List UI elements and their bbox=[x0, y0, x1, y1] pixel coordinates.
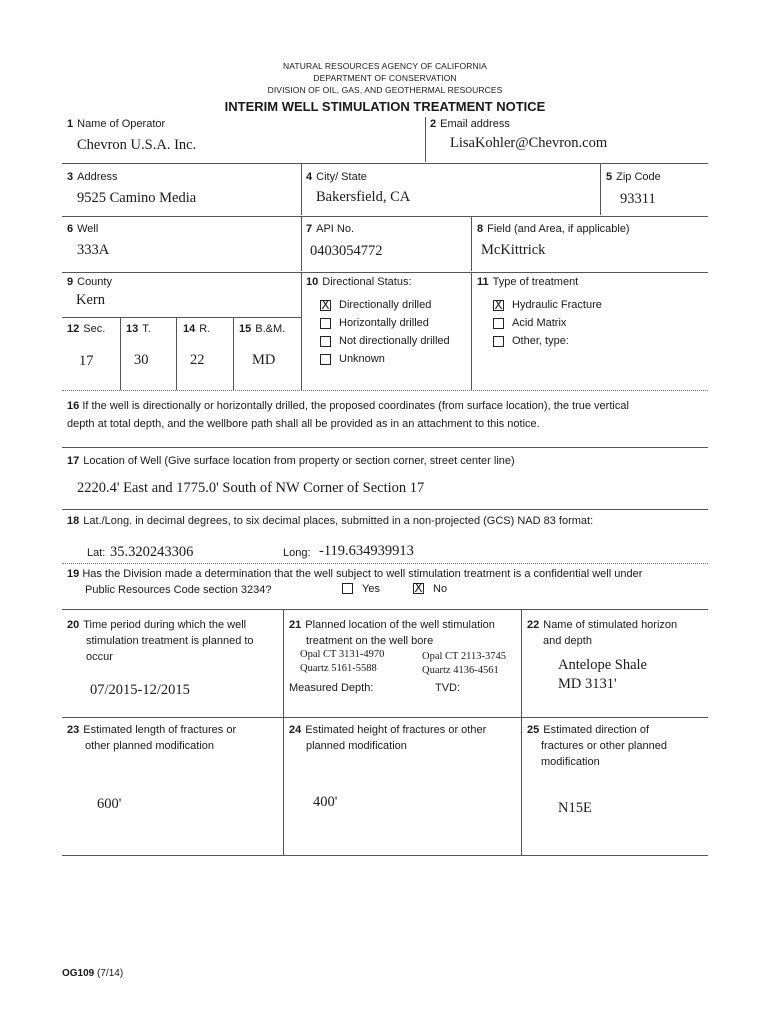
range-value[interactable]: 22 bbox=[190, 352, 205, 368]
city-state-label: 4 City/ State bbox=[306, 171, 367, 183]
horizon-depth-value[interactable]: MD 3131' bbox=[558, 676, 617, 692]
sec-label: 12 Sec. bbox=[67, 323, 106, 335]
range-label: 14 R. bbox=[183, 323, 211, 335]
lat-long-label: 18 Lat./Long. in decimal degrees, to six decimal places, submitted in a non-projected (GCS) NAD 83 format: bbox=[67, 515, 594, 527]
sec-value[interactable]: 17 bbox=[79, 353, 94, 369]
directionally-drilled-option: Directionally drilled bbox=[339, 299, 432, 311]
agency-line: NATURAL RESOURCES AGENCY OF CALIFORNIA bbox=[283, 61, 487, 71]
field-16-line-1: 16 If the well is directionally or horizontally drilled, the proposed coordinates (from surface location), the true vertical bbox=[67, 400, 629, 412]
directional-status-label: 10 Directional Status: bbox=[306, 276, 412, 288]
planned-location-label-2: treatment on the well bore bbox=[306, 635, 434, 647]
fracture-direction-label-2: fractures or other planned bbox=[541, 740, 667, 752]
treatment-type-label: 11 Type of treatment bbox=[477, 276, 579, 288]
zip-value[interactable]: 93311 bbox=[620, 191, 656, 207]
api-label: 7 API No. bbox=[306, 223, 355, 235]
bm-value[interactable]: MD bbox=[252, 352, 276, 368]
email-value[interactable]: LisaKohler@Chevron.com bbox=[450, 135, 608, 151]
hydraulic-fracture-checkbox[interactable]: X bbox=[494, 298, 503, 312]
county-value[interactable]: Kern bbox=[76, 292, 105, 308]
acid-matrix-checkbox[interactable] bbox=[493, 318, 504, 329]
email-label: 2 Email address bbox=[430, 118, 510, 130]
zip-label: 5 Zip Code bbox=[606, 171, 661, 183]
field-label: 8 Field (and Area, if applicable) bbox=[477, 223, 630, 235]
form-title: INTERIM WELL STIMULATION TREATMENT NOTICE bbox=[224, 99, 546, 114]
long-value[interactable]: -119.634939913 bbox=[319, 543, 414, 559]
lat-label: Lat: bbox=[87, 547, 106, 559]
planned-tvd-interval-1[interactable]: Opal CT 2113-3745 bbox=[422, 651, 506, 662]
division-line: DIVISION OF OIL, GAS, AND GEOTHERMAL RESOURCES bbox=[267, 85, 503, 95]
township-label: 13 T. bbox=[126, 323, 151, 335]
confidential-no-option: No bbox=[433, 583, 448, 595]
planned-md-interval-1[interactable]: Opal CT 3131-4970 bbox=[300, 649, 385, 660]
time-period-value[interactable]: 07/2015-12/2015 bbox=[90, 682, 190, 698]
planned-location-label-1: 21 Planned location of the well stimulation bbox=[289, 619, 495, 631]
address-label: 3 Address bbox=[67, 171, 118, 183]
confidential-question-line-1: 19 Has the Division made a determination that the well subject to well stimulation treatment is a confidential well under bbox=[67, 568, 643, 580]
not-directionally-drilled-option: Not directionally drilled bbox=[339, 335, 450, 347]
long-label: Long: bbox=[283, 547, 311, 559]
not-directionally-drilled-checkbox[interactable] bbox=[320, 336, 331, 347]
time-period-label-2: stimulation treatment is planned to bbox=[86, 635, 254, 647]
field-16-line-2: depth at total depth, and the wellbore path shall all be provided as in an attachment to this notice. bbox=[67, 418, 540, 430]
fracture-direction-value[interactable]: N15E bbox=[558, 800, 592, 816]
confidential-question-line-2: Public Resources Code section 3234? bbox=[85, 584, 272, 596]
time-period-label-1: 20 Time period during which the well bbox=[67, 619, 247, 631]
unknown-checkbox[interactable] bbox=[320, 354, 331, 365]
well-value[interactable]: 333A bbox=[77, 242, 110, 258]
fracture-direction-label-1: 25 Estimated direction of bbox=[527, 724, 650, 736]
horizontally-drilled-checkbox[interactable] bbox=[320, 318, 331, 329]
directionally-drilled-checkbox[interactable]: X bbox=[321, 298, 330, 312]
confidential-no-checkbox[interactable]: X bbox=[414, 581, 423, 595]
fracture-length-label-2: other planned modification bbox=[85, 740, 215, 752]
fracture-direction-label-3: modification bbox=[541, 756, 600, 768]
horizon-label-1: 22 Name of stimulated horizon bbox=[527, 619, 678, 631]
acid-matrix-option: Acid Matrix bbox=[512, 317, 567, 329]
field-value[interactable]: McKittrick bbox=[481, 242, 546, 258]
other-type-checkbox[interactable] bbox=[493, 336, 504, 347]
tvd-label: TVD: bbox=[435, 682, 461, 694]
address-value[interactable]: 9525 Camino Media bbox=[77, 190, 197, 206]
confidential-yes-option: Yes bbox=[362, 583, 380, 595]
unknown-option: Unknown bbox=[339, 353, 385, 365]
horizon-label-2: and depth bbox=[543, 635, 592, 647]
confidential-yes-checkbox[interactable] bbox=[342, 583, 353, 594]
planned-tvd-interval-2[interactable]: Quartz 4136-4561 bbox=[422, 665, 499, 676]
fracture-height-value[interactable]: 400' bbox=[313, 794, 338, 810]
department-line: DEPARTMENT OF CONSERVATION bbox=[313, 73, 457, 83]
api-value[interactable]: 0403054772 bbox=[310, 243, 383, 259]
planned-md-interval-2[interactable]: Quartz 5161-5588 bbox=[300, 663, 377, 674]
form-number: OG109 (7/14) bbox=[62, 968, 124, 979]
time-period-label-3: occur bbox=[86, 651, 113, 663]
fracture-length-value[interactable]: 600' bbox=[97, 796, 122, 812]
fracture-height-label-1: 24 Estimated height of fractures or other bbox=[289, 724, 487, 736]
fracture-length-label-1: 23 Estimated length of fractures or bbox=[67, 724, 237, 736]
bm-label: 15 B.&M. bbox=[239, 323, 286, 335]
operator-label: 1 Name of Operator bbox=[67, 118, 166, 130]
horizontally-drilled-option: Horizontally drilled bbox=[339, 317, 429, 329]
operator-value[interactable]: Chevron U.S.A. Inc. bbox=[77, 137, 197, 153]
county-label: 9 County bbox=[67, 276, 112, 288]
location-value[interactable]: 2220.4' East and 1775.0' South of NW Corner of Section 17 bbox=[77, 480, 425, 496]
hydraulic-fracture-option: Hydraulic Fracture bbox=[512, 299, 602, 311]
location-label: 17 Location of Well (Give surface location from property or section corner, street center line) bbox=[67, 455, 515, 467]
measured-depth-label: Measured Depth: bbox=[289, 682, 374, 694]
well-label: 6 Well bbox=[67, 223, 99, 235]
fracture-height-label-2: planned modification bbox=[306, 740, 407, 752]
horizon-value[interactable]: Antelope Shale bbox=[558, 657, 647, 673]
other-type-option: Other, type: bbox=[512, 335, 569, 347]
lat-value[interactable]: 35.320243306 bbox=[110, 544, 194, 560]
city-state-value[interactable]: Bakersfield, CA bbox=[316, 189, 411, 205]
township-value[interactable]: 30 bbox=[134, 352, 149, 368]
